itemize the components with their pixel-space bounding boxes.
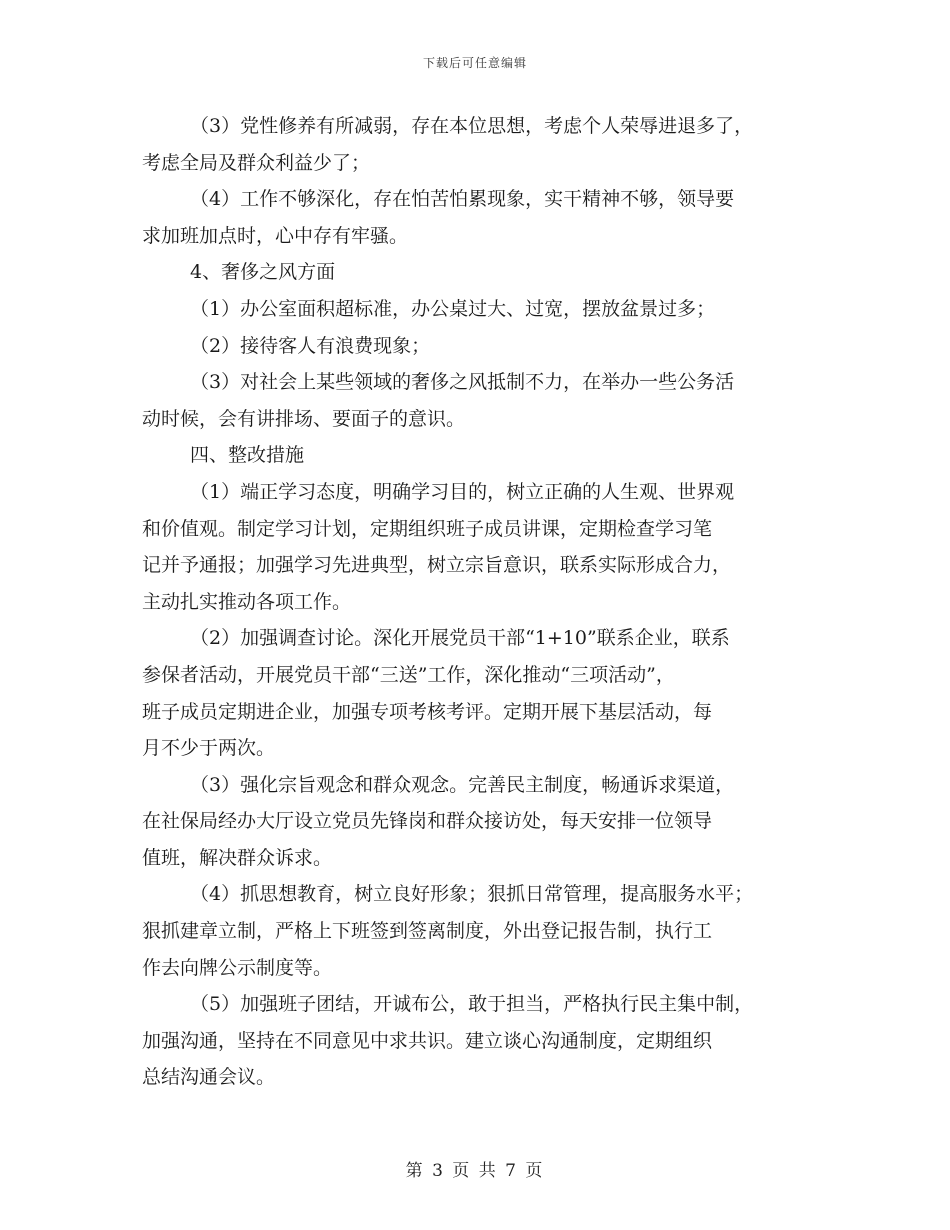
text-line: 班子成员定期进企业，加强专项考核考评。定期开展下基层活动，每 (142, 700, 713, 723)
text-line: 考虑全局及群众利益少了； (142, 151, 371, 174)
text-line: 动时候，会有讲排场、要面子的意识。 (142, 407, 466, 430)
text-line: （2）加强调查讨论。深化开展党员干部“1+10”联系企业，联系 (190, 627, 730, 650)
paragraph-reception-waste (142, 328, 814, 365)
document-body (142, 108, 814, 1096)
text-line: 值班，解决群众诉求。 (142, 846, 333, 869)
text-line: 月不少于两次。 (142, 737, 276, 760)
text-line: （4）抓思想教育，树立良好形象；狠抓日常管理，提高服务水平； (190, 883, 754, 906)
text-line: 狠抓建章立制，严格上下班签到签离制度，外出登记报告制，执行工 (142, 920, 713, 943)
text-line: 记并予通报；加强学习先进典型，树立宗旨意识，联系实际形成合力， (142, 554, 732, 577)
text-line: （3）对社会上某些领域的奢侈之风抵制不力，在举办一些公务活 (190, 371, 735, 394)
text-line: 四、整改措施 (190, 444, 305, 467)
paragraph-3-party-spirit (142, 108, 814, 181)
text-line: 加强沟通，坚持在不同意见中求共识。建立谈心沟通制度，定期组织 (142, 1029, 713, 1052)
paragraph-measure-3 (142, 767, 814, 877)
paragraph-4-work-depth (142, 181, 814, 254)
text-line: 4、奢侈之风方面 (190, 261, 336, 284)
paragraph-extravagance-resistance (142, 364, 814, 437)
text-line: （1）办公室面积超标准，办公桌过大、过宽，摆放盆景过多； (190, 297, 716, 320)
text-line: 和价值观。制定学习计划，定期组织班子成员讲课，定期检查学习笔 (142, 517, 713, 540)
paragraph-measure-5 (142, 986, 814, 1096)
paragraph-measure-1 (142, 474, 814, 620)
text-line: 总结沟通会议。 (142, 1066, 276, 1089)
text-line: 在社保局经办大厅设立党员先锋岗和群众接访处，每天安排一位领导 (142, 810, 713, 833)
text-line: （4）工作不够深化，存在怕苦怕累现象，实干精神不够，领导要 (190, 188, 735, 211)
text-line: （3）党性修养有所减弱，存在本位思想，考虑个人荣辱进退多了， (190, 115, 754, 137)
paragraph-office-area (142, 291, 814, 328)
section-heading-extravagance (142, 254, 814, 291)
text-line: （1）端正学习态度，明确学习目的，树立正确的人生观、世界观 (190, 480, 735, 503)
page-number-footer: 第 3 页 共 7 页 (405, 1161, 545, 1181)
text-line: （3）强化宗旨观念和群众观念。完善民主制度，畅通诉求渠道， (190, 773, 735, 796)
text-line: 参保者活动，开展党员干部“三送”工作，深化推动“三项活动”， (142, 663, 675, 686)
paragraph-measure-4 (142, 876, 814, 986)
text-line: 主动扎实推动各项工作。 (142, 590, 352, 613)
text-line: 作去向牌公示制度等。 (142, 956, 333, 979)
text-line: （2）接待客人有浪费现象； (190, 334, 431, 357)
section-heading-rectification (142, 437, 814, 474)
page-header: 下载后可任意编辑 (422, 56, 527, 70)
text-line: （5）加强班子团结，开诚布公，敢于担当，严格执行民主集中制， (190, 993, 754, 1016)
paragraph-measure-2 (142, 620, 814, 766)
text-line: 求加班加点时，心中存有牢骚。 (142, 224, 409, 247)
